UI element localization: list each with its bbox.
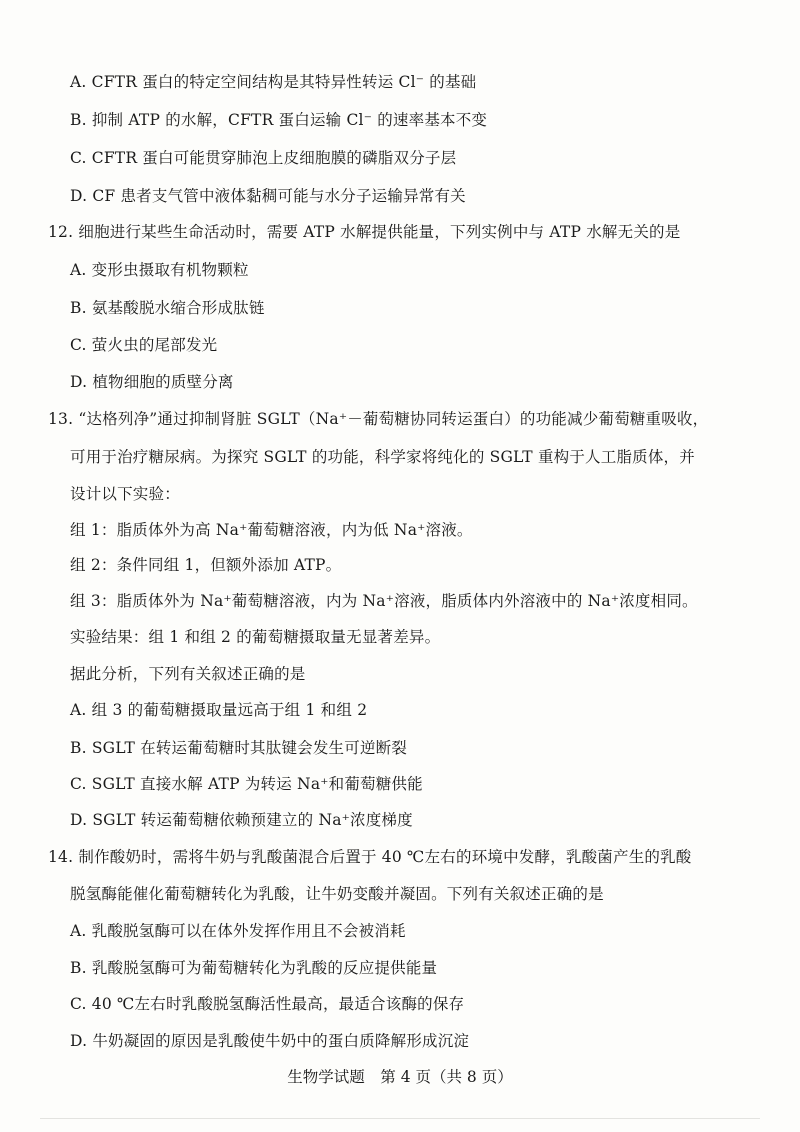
- q11-option-d: D. CF 患者支气管中液体黏稠可能与水分子运输异常有关: [70, 187, 466, 205]
- q13-stem-line2: 可用于治疗糖尿病。为探究 SGLT 的功能，科学家将纯化的 SGLT 重构于人工脂质体，并: [70, 448, 695, 466]
- q14-option-b: B. 乳酸脱氢酶可为葡萄糖转化为乳酸的反应提供能量: [70, 959, 438, 977]
- q14-option-a: A. 乳酸脱氢酶可以在体外发挥作用且不会被消耗: [70, 922, 406, 940]
- q14-option-c: C. 40 ℃左右时乳酸脱氢酶活性最高，最适合该酶的保存: [70, 995, 465, 1013]
- q11-option-b: B. 抑制 ATP 的水解，CFTR 蛋白运输 Cl⁻ 的速率基本不变: [70, 111, 488, 129]
- q11-option-a: A. CFTR 蛋白的特定空间结构是其特异性转运 Cl⁻ 的基础: [70, 73, 477, 91]
- q13-group1: 组 1：脂质体外为高 Na⁺葡萄糖溶液，内为低 Na⁺溶液。: [70, 521, 473, 539]
- q13-stem-line3: 设计以下实验：: [70, 485, 180, 503]
- q11-option-c: C. CFTR 蛋白可能贯穿肺泡上皮细胞膜的磷脂双分子层: [70, 149, 457, 167]
- q13-prompt: 据此分析，下列有关叙述正确的是: [70, 665, 306, 683]
- page-footer: 生物学试题 第 4 页（共 8 页）: [287, 1068, 513, 1086]
- q14-option-d: D. 牛奶凝固的原因是乳酸使牛奶中的蛋白质降解形成沉淀: [70, 1032, 470, 1050]
- q13-result: 实验结果：组 1 和组 2 的葡萄糖摄取量无显著差异。: [70, 628, 441, 646]
- q12-option-a: A. 变形虫摄取有机物颗粒: [70, 261, 249, 279]
- q14-stem-line2: 脱氢酶能催化葡萄糖转化为乳酸，让牛奶变酸并凝固。下列有关叙述正确的是: [70, 885, 604, 903]
- q12-option-d: D. 植物细胞的质壁分离: [70, 373, 234, 391]
- q12-option-b: B. 氨基酸脱水缩合形成肽链: [70, 299, 265, 317]
- q13-stem-line1: 13. “达格列净”通过抑制肾脏 SGLT（Na⁺－葡萄糖协同转运蛋白）的功能减少葡萄糖重吸收，: [48, 410, 709, 428]
- q13-group2: 组 2：条件同组 1，但额外添加 ATP。: [70, 556, 342, 574]
- q13-option-b: B. SGLT 在转运葡萄糖时其肽键会发生可逆断裂: [70, 739, 408, 757]
- q12-option-c: C. 萤火虫的尾部发光: [70, 336, 218, 354]
- q14-stem-line1: 14. 制作酸奶时，需将牛奶与乳酸菌混合后置于 40 ℃左右的环境中发酵，乳酸菌产生的乳酸: [48, 848, 692, 866]
- q13-option-a: A. 组 3 的葡萄糖摄取量远高于组 1 和组 2: [70, 701, 368, 719]
- q12-stem: 12. 细胞进行某些生命活动时，需要 ATP 水解提供能量，下列实例中与 ATP 水解无关的是: [48, 223, 681, 241]
- q13-option-c: C. SGLT 直接水解 ATP 为转运 Na⁺和葡萄糖供能: [70, 775, 423, 793]
- q13-option-d: D. SGLT 转运葡萄糖依赖预建立的 Na⁺浓度梯度: [70, 811, 413, 829]
- q13-group3: 组 3：脂质体外为 Na⁺葡萄糖溶液，内为 Na⁺溶液，脂质体内外溶液中的 Na⁺浓度相同。: [70, 592, 698, 610]
- page-bottom-edge: [40, 1118, 760, 1119]
